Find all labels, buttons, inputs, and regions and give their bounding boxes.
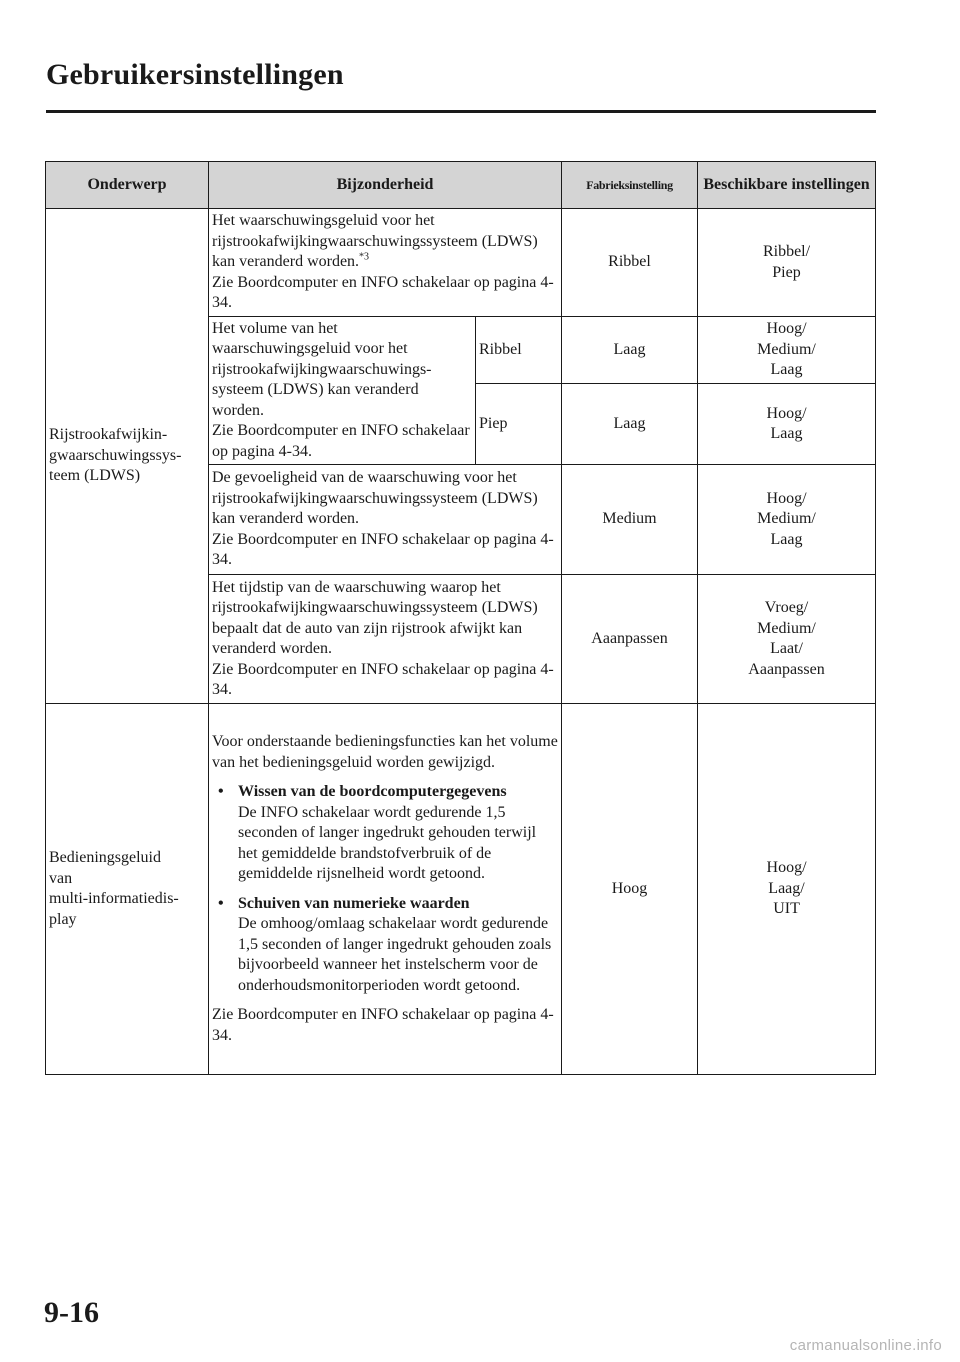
- list-item: [212, 782, 558, 885]
- factory-operation-sound: Hoog: [562, 704, 698, 1075]
- detail-ldws-volume: Het volume van het waarschuwingsgeluid voor het rijstrookafwijkingwaarschuwings-systeem (LDWS) kan veranderd worden. Zie Boordcomputer en INFO schakelaar op pagina 4-34.: [209, 317, 476, 465]
- column-header-subject: Onderwerp: [46, 162, 209, 209]
- volume-type-ribbel: Ribbel: [476, 317, 562, 384]
- available-volume-piep: Hoog/ Laag: [698, 384, 876, 465]
- bullet-text: De omhoog/omlaag schakelaar wordt gedurende 1,5 seconden of langer ingedrukt gehouden zoals bijvoorbeeld wanneer het instelscherm voor de onderhoudsmonitorperioden wordt getoond.: [238, 915, 552, 994]
- operation-bullet-list: [212, 782, 558, 996]
- operation-footer-text: Zie Boordcomputer en INFO schakelaar op pagina 4-34.: [212, 1006, 554, 1044]
- factory-volume-ribbel: Laag: [562, 317, 698, 384]
- volume-type-piep: Piep: [476, 384, 562, 465]
- bullet-icon: •: [218, 783, 224, 800]
- available-volume-ribbel: Hoog/ Medium/ Laag: [698, 317, 876, 384]
- available-ldws-sound: Ribbel/ Piep: [698, 209, 876, 317]
- title-rule: [46, 110, 876, 113]
- factory-ldws-timing: Aaanpassen: [562, 575, 698, 704]
- footnote-marker: *3: [359, 251, 370, 263]
- detail-ldws-sensitivity: De gevoeligheid van de waarschuwing voor het rijstrookafwijkingwaarschuwingssysteem (LDWS) kan veranderd worden. Zie Boordcomputer en INFO schakelaar op pagina 4-34.: [209, 465, 562, 575]
- page-number: 9-16: [44, 1296, 99, 1329]
- bullet-title: Wissen van de boordcomputergegevens: [238, 783, 507, 800]
- detail-ldws-sound: Het waarschuwingsgeluid voor het rijstrookafwijkingwaarschuwingssysteem (LDWS) kan veranderd worden.$^{*3}$ Zie Boordcomputer en INFO schakelaar op pagina 4-34.: [209, 209, 562, 317]
- available-ldws-sensitivity: Hoog/ Medium/ Laag: [698, 465, 876, 575]
- table-row: [46, 704, 876, 1075]
- page-title: Gebruikersinstellingen: [46, 58, 344, 91]
- watermark: carmanualsonline.info: [789, 1337, 942, 1354]
- table-header-row: [46, 162, 876, 209]
- detail-operation-sound: Voor onderstaande bedieningsfuncties kan het volume van het bedieningsgeluid worden gewijzigd. • Wissen van de boordcomputergegevens De INFO schakelaar wordt gedurende 1,5 seconden of langer ingedrukt gehouden terwijl het gemiddelde brandstofverbruik of de gemiddelde rijsnelheid wordt getoond. • Schuiven van numerieke waarden De omhoog/omlaag schakelaar wordt gedurende 1,5 seconden of langer ingedrukt gehouden zoals bijvoorbeeld wanneer het instelscherm voor de onderhoudsmonitorperioden wordt getoond. Zie Boordcomputer en INFO schakelaar op pagina 4-34.: [209, 704, 562, 1075]
- factory-ldws-sensitivity: Medium: [562, 465, 698, 575]
- bullet-title: Schuiven van numerieke waarden: [238, 894, 470, 912]
- subject-operation-sound: Bedieningsgeluid van multi-informatiedis- play: [46, 704, 209, 1075]
- subject-ldws: Rijstrookafwijkin- gwaarschuwingssys- teem (LDWS): [46, 209, 209, 704]
- detail-ldws-timing: Het tijdstip van de waarschuwing waarop het rijstrookafwijkingwaarschuwingssysteem (LDWS) bepaalt dat de auto van zijn rijstrook afwijkt kan veranderd worden. Zie Boordcomputer en INFO schakelaar op pagina 4-34.: [209, 575, 562, 704]
- column-header-factory-setting: Fabrieksinstelling: [562, 162, 698, 209]
- settings-table: [45, 161, 876, 1075]
- factory-ldws-sound: Ribbel: [562, 209, 698, 317]
- column-header-available-settings: Beschikbare instellingen: [698, 162, 876, 209]
- table-row: [46, 209, 876, 317]
- available-ldws-timing: Vroeg/ Medium/ Laat/ Aaanpassen: [698, 575, 876, 704]
- available-operation-sound: Hoog/ Laag/ UIT: [698, 704, 876, 1075]
- list-item: [212, 894, 558, 997]
- factory-volume-piep: Laag: [562, 384, 698, 465]
- column-header-detail: Bijzonderheid: [209, 162, 562, 209]
- bullet-text: De INFO schakelaar wordt gedurende 1,5 seconden of langer ingedrukt gehouden terwijl het gemiddelde brandstofverbruik of de gemiddelde rijsnelheid wordt getoond.: [238, 803, 537, 882]
- bullet-icon: •: [218, 894, 224, 912]
